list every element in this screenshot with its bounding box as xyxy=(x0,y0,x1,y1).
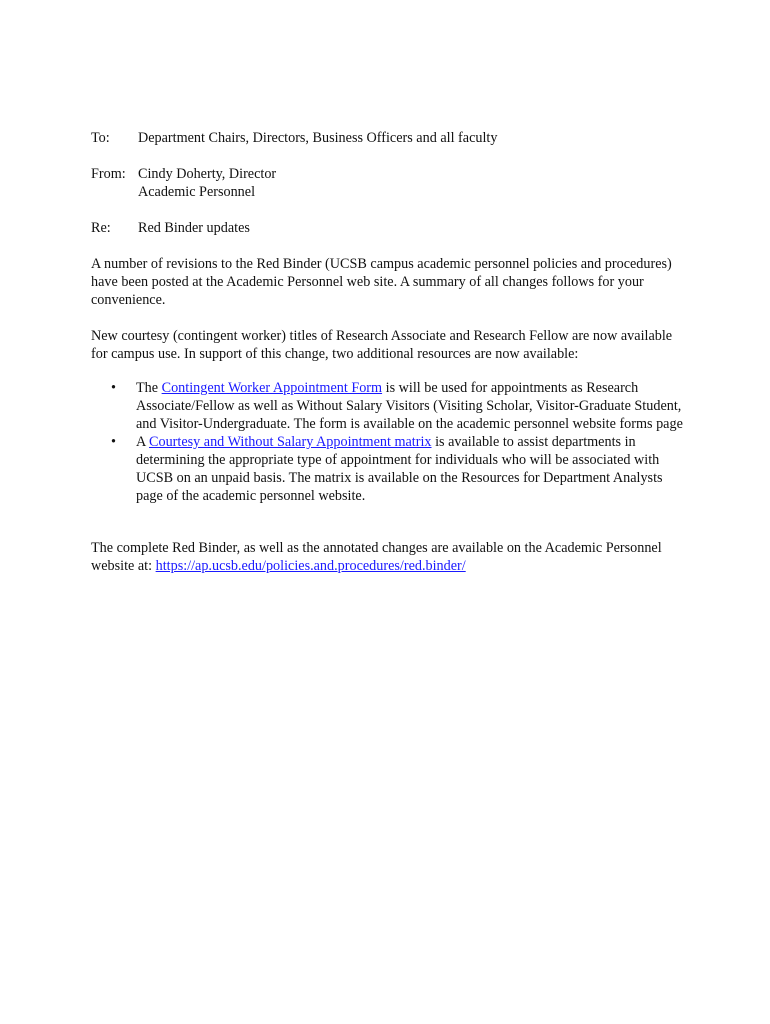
from-label: From: xyxy=(91,166,126,182)
bullet-text-post: is will be used for appointments as Research Associate/Fellow as well as Without Salary Visitors (Visiting Scholar, Visitor-Graduate Student, and Visitor-Undergraduate. The form is available on the academic personnel website forms page xyxy=(136,380,683,432)
list-item xyxy=(91,433,691,505)
closing-text: The complete Red Binder, as well as the annotated changes are available on the Academic Personnel website at: xyxy=(91,540,662,574)
memo-to-row xyxy=(91,129,691,147)
re-label: Re: xyxy=(91,220,111,236)
intro-paragraph: A number of revisions to the Red Binder (UCSB campus academic personnel policies and procedures) have been posted at the Academic Personnel web site. A summary of all changes follows for your convenience. xyxy=(91,256,672,308)
memo-from-dept-row xyxy=(91,183,691,201)
list-item xyxy=(91,379,691,433)
to-label: To: xyxy=(91,130,110,146)
bullet-text-pre: A xyxy=(136,434,150,450)
bullet-icon: • xyxy=(111,434,116,450)
re-value: Red Binder updates xyxy=(138,220,250,236)
memo-from-row xyxy=(91,165,691,183)
red-binder-url-link[interactable]: https://ap.ucsb.edu/policies.and.procedures/red.binder/ xyxy=(155,558,466,574)
contingent-worker-form-link[interactable]: Contingent Worker Appointment Form xyxy=(161,380,383,396)
courtesy-titles-paragraph: New courtesy (contingent worker) titles of Research Associate and Research Fellow are now available for campus use. In support of this change, two additional resources are now available: xyxy=(91,328,673,362)
from-dept: Academic Personnel xyxy=(138,184,256,200)
to-value: Department Chairs, Directors, Business Officers and all faculty xyxy=(138,130,498,146)
bullet-text-post: is available to assist departments in determining the appropriate type of appointment for individuals who will be associated with UCSB on an unpaid basis. The matrix is available on the Resources for Department Analysts page of the academic personnel website. xyxy=(136,434,663,504)
closing-paragraph xyxy=(91,539,691,575)
resources-list xyxy=(91,379,691,505)
from-name: Cindy Doherty, Director xyxy=(138,166,277,182)
bullet-icon: • xyxy=(111,380,116,396)
bullet-text-pre: The xyxy=(136,380,162,396)
memo-document xyxy=(91,129,691,575)
appointment-matrix-link[interactable]: Courtesy and Without Salary Appointment matrix xyxy=(149,434,432,450)
memo-re-row xyxy=(91,219,691,237)
